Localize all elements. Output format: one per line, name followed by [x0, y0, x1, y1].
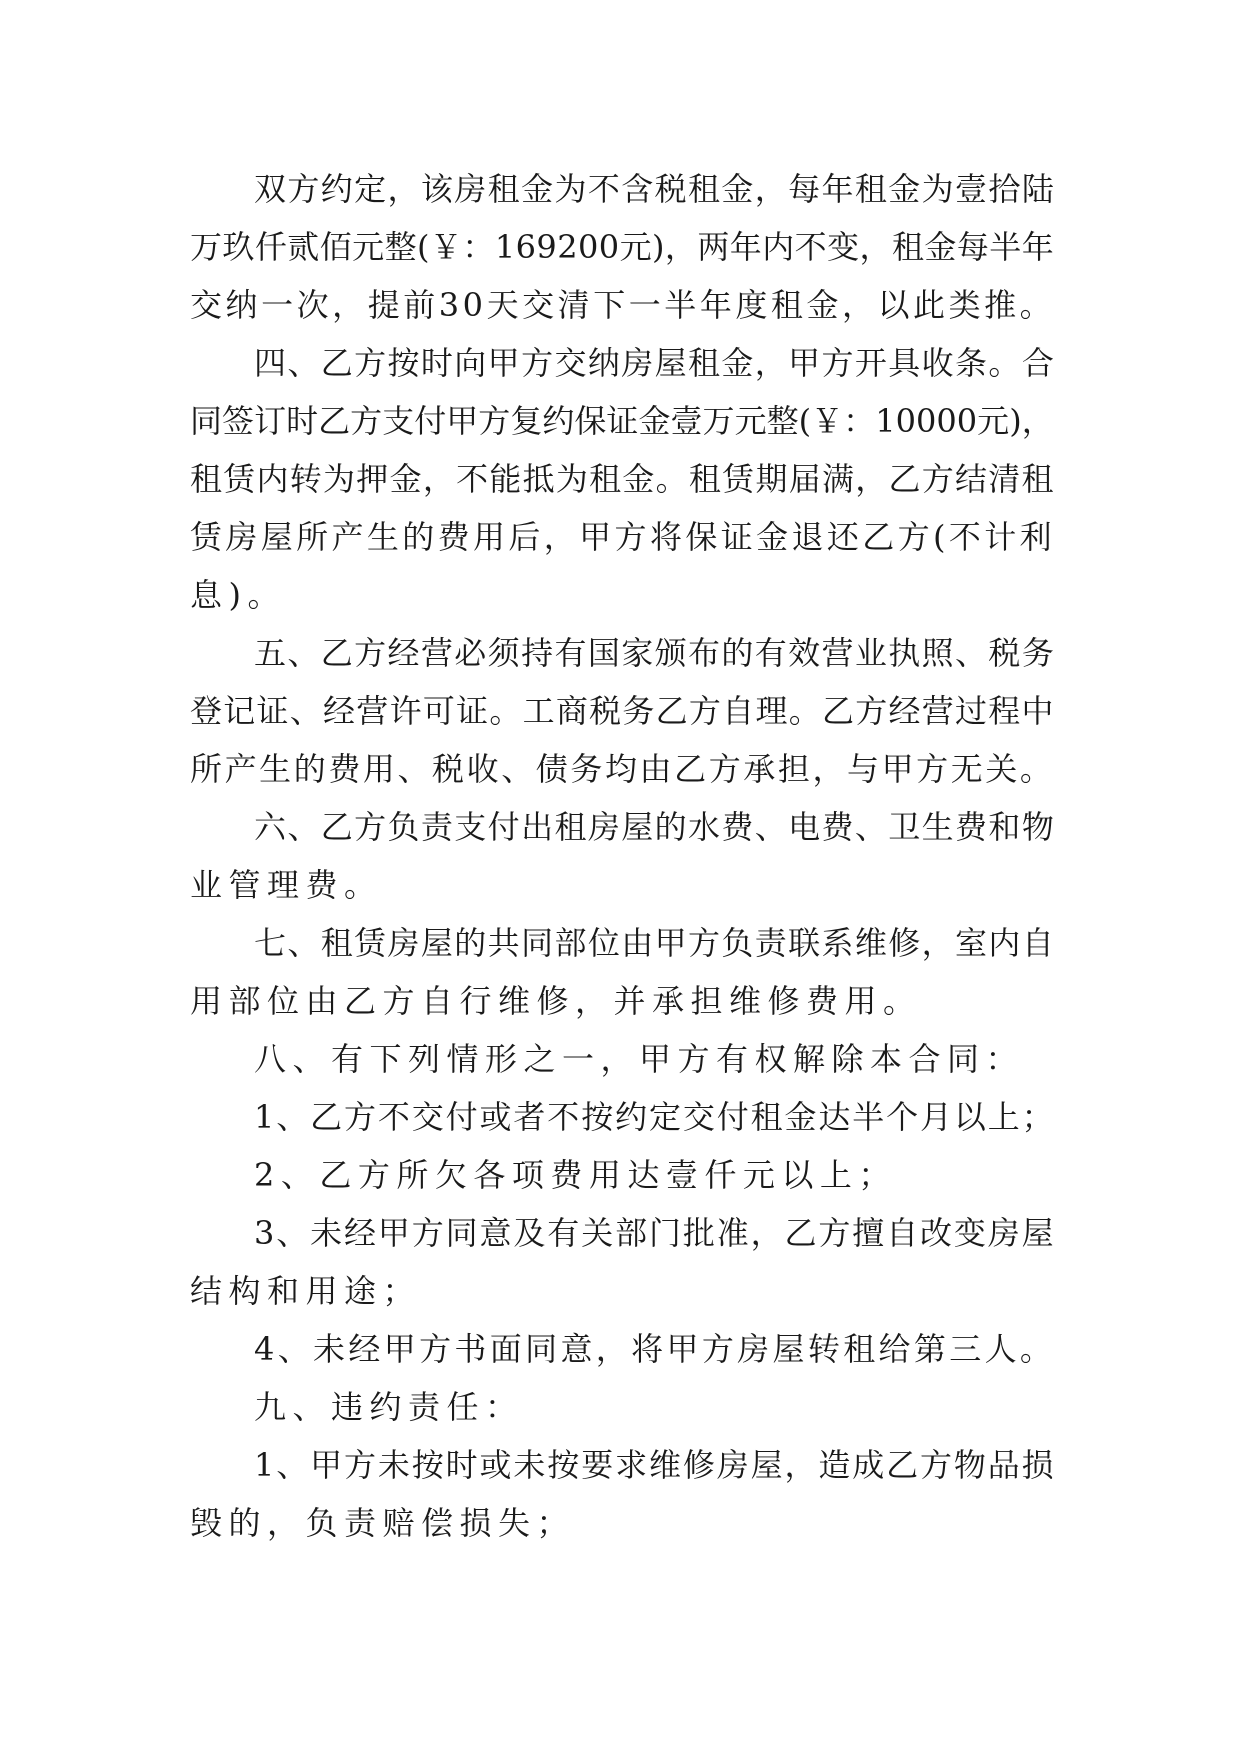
contract-body	[190, 160, 1060, 1552]
text-line: 登记证、经营许可证。工商税务乙方自理。乙方经营过程中	[190, 692, 1055, 730]
text-line: 用部位由乙方自行维修，并承担维修费用。	[190, 982, 922, 1020]
text-line: 交纳一次，提前30天交清下一半年度租金，以此类推。	[190, 286, 1056, 324]
text-line: 赁房屋所产生的费用后，甲方将保证金退还乙方(不计利	[190, 518, 1055, 556]
text-line: 2、乙方所欠各项费用达壹仟元以上；	[254, 1156, 897, 1194]
text-line: 同签订时乙方支付甲方复约保证金壹万元整(￥：10000元)，	[190, 402, 1054, 440]
text-line: 五、乙方经营必须持有国家颁布的有效营业执照、税务	[254, 634, 1056, 672]
text-line: 九、违约责任：	[254, 1388, 524, 1426]
text-line: 四、乙方按时向甲方交纳房屋租金，甲方开具收条。合	[254, 344, 1056, 382]
text-line: 租赁内转为押金，不能抵为租金。租赁期届满，乙方结清租	[190, 460, 1055, 498]
text-line: 毁的，负责赔偿损失；	[190, 1504, 576, 1542]
text-line: 万玖仟贰佰元整(￥：169200元)，两年内不变，租金每半年	[190, 228, 1055, 266]
text-line: 八、有下列情形之一，甲方有权解除本合同：	[254, 1040, 1025, 1078]
text-line: 所产生的费用、税收、债务均由乙方承担，与甲方无关。	[190, 750, 1055, 788]
text-line: 4、未经甲方书面同意，将甲方房屋转租给第三人。	[254, 1330, 1056, 1368]
text-line: 结构和用途；	[190, 1272, 422, 1310]
text-line: 六、乙方负责支付出租房屋的水费、电费、卫生费和物	[254, 808, 1056, 846]
text-line: 息)。	[190, 576, 286, 614]
text-line: 3、未经甲方同意及有关部门批准，乙方擅自改变房屋	[254, 1214, 1056, 1252]
text-line: 1、乙方不交付或者不按约定交付租金达半个月以上；	[254, 1098, 1056, 1136]
text-line: 业管理费。	[190, 866, 383, 904]
text-line: 双方约定，该房租金为不含税租金，每年租金为壹拾陆	[254, 170, 1056, 208]
text-line: 1、甲方未按时或未按要求维修房屋，造成乙方物品损	[254, 1446, 1056, 1484]
text-line: 七、租赁房屋的共同部位由甲方负责联系维修，室内自	[254, 924, 1056, 962]
